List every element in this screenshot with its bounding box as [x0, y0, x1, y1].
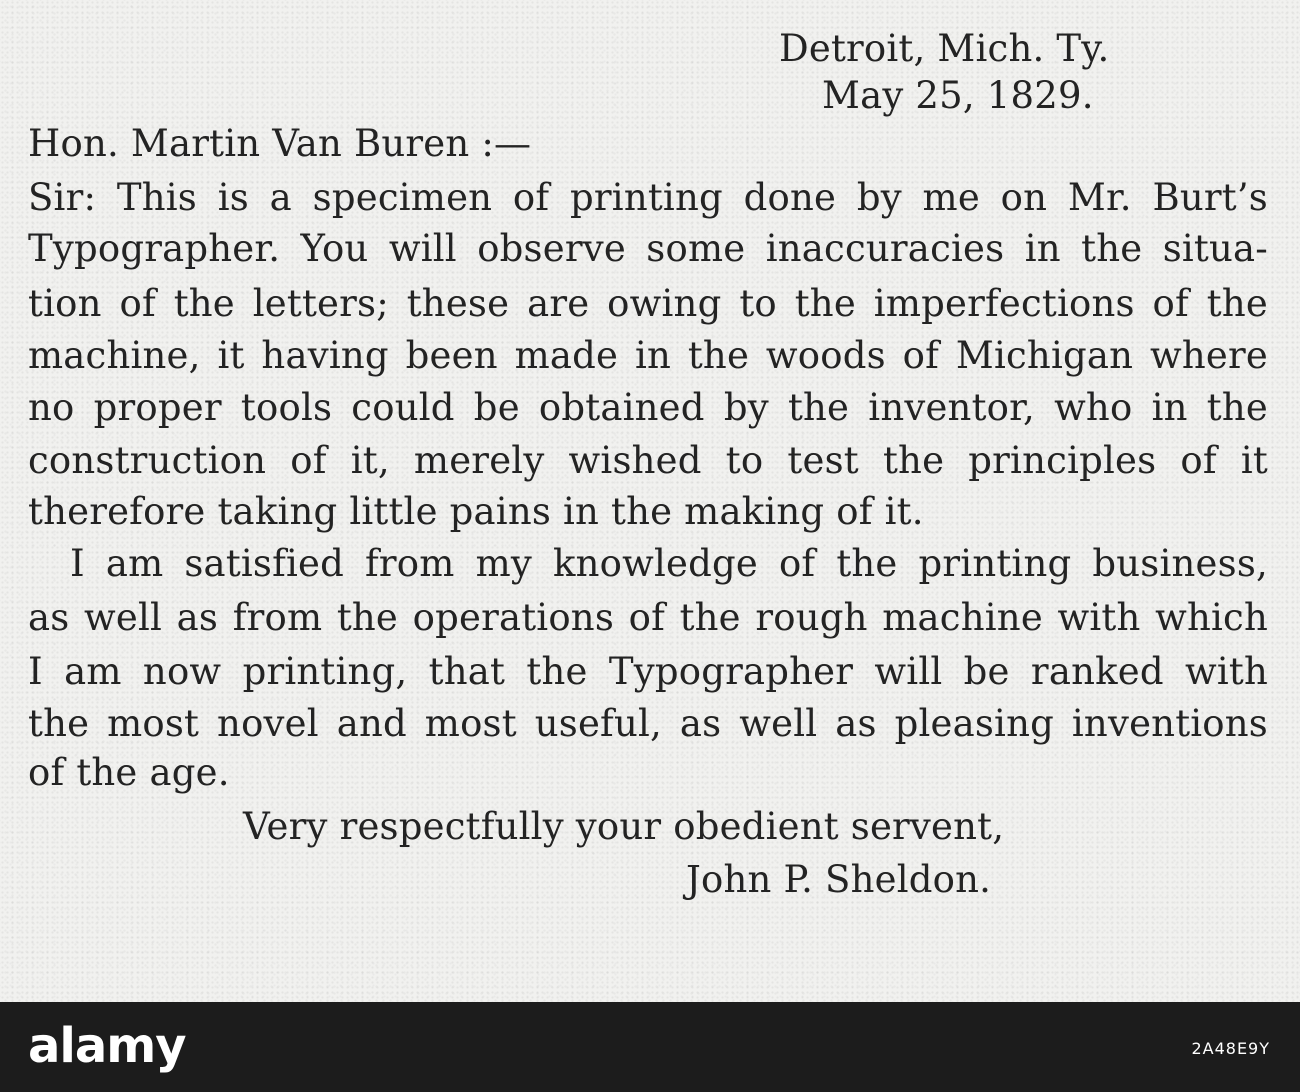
body-line: I am now printing, that the Typographer will be ranked with: [28, 650, 1268, 693]
letter-salutation: Hon. Martin Van Buren :—: [28, 122, 532, 165]
stock-footer: [0, 1002, 1300, 1092]
body-line: therefore taking little pains in the making of it.: [28, 490, 924, 533]
body-line: machine, it having been made in the woods of Michigan where: [28, 334, 1268, 377]
footer-image-id: 2A48E9Y: [1191, 1039, 1270, 1058]
body-line: of the age.: [28, 751, 230, 794]
body-line: the most novel and most useful, as well as pleasing inventions: [28, 702, 1268, 745]
letter-signature: John P. Sheldon.: [686, 858, 992, 901]
body-line: no proper tools could be obtained by the inventor, who in the: [28, 386, 1268, 429]
letter-date: May 25, 1829.: [822, 74, 1094, 117]
body-line: tion of the letters; these are owing to the imperfections of the: [28, 282, 1268, 325]
letter-closing: Very respectfully your obedient servent,: [243, 805, 1005, 848]
body-line: Sir: This is a specimen of printing done by me on Mr. Burt’s: [28, 176, 1268, 219]
body-line: Typographer. You will observe some inaccuracies in the situa-: [28, 227, 1268, 270]
body-line: construction of it, merely wished to test the principles of it: [28, 439, 1268, 482]
body-line: as well as from the operations of the rough machine with which: [28, 596, 1268, 639]
body-line: I am satisfied from my knowledge of the printing business,: [70, 542, 1268, 585]
footer-logo: alamy: [28, 1018, 186, 1074]
letter-place: Detroit, Mich. Ty.: [779, 27, 1110, 70]
